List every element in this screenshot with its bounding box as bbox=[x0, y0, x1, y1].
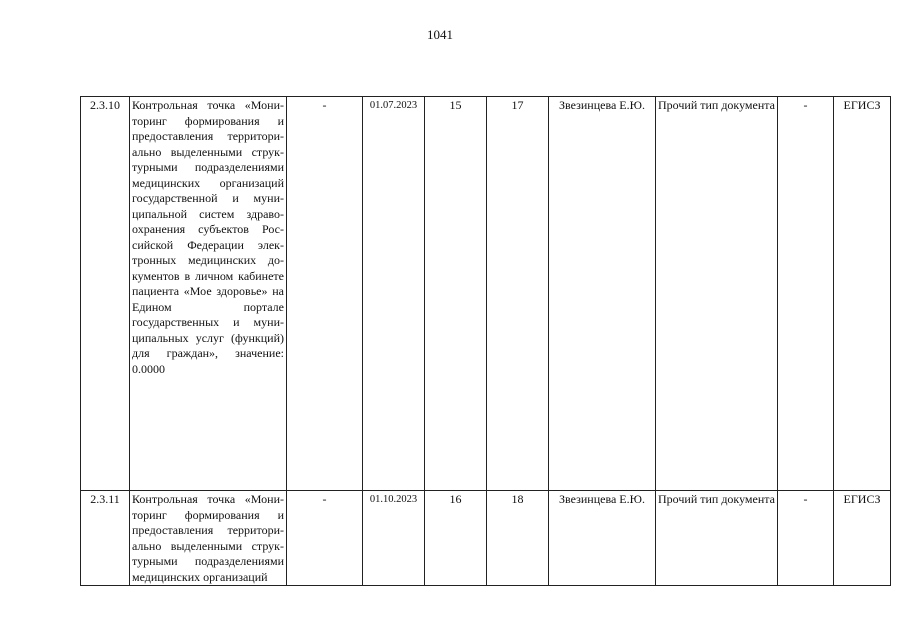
page-number: 1041 bbox=[427, 27, 453, 42]
row-dash-cell: - bbox=[287, 491, 363, 586]
row-value-2: 18 bbox=[487, 491, 549, 586]
row-system: ЕГИСЗ bbox=[834, 491, 891, 586]
row-dash-cell: - bbox=[778, 491, 834, 586]
row-system: ЕГИСЗ bbox=[834, 97, 891, 491]
row-document-type: Прочий тип документа bbox=[656, 491, 778, 586]
row-number: 2.3.11 bbox=[81, 491, 130, 586]
data-table bbox=[80, 96, 891, 586]
row-date: 01.10.2023 bbox=[363, 491, 425, 586]
row-document-type: Прочий тип документа bbox=[656, 97, 778, 491]
row-dash-cell: - bbox=[778, 97, 834, 491]
row-number: 2.3.10 bbox=[81, 97, 130, 491]
row-value-2: 17 bbox=[487, 97, 549, 491]
row-dash-cell: - bbox=[287, 97, 363, 491]
row-value-1: 16 bbox=[425, 491, 487, 586]
row-description: Контрольная точка «Мониторинг формирования и предоставления территориально выделенными структурными подразделениями медицинских организаций bbox=[130, 491, 287, 586]
row-responsible: Звезинцева Е.Ю. bbox=[549, 97, 656, 491]
table-row bbox=[81, 97, 891, 491]
row-value-1: 15 bbox=[425, 97, 487, 491]
table-row bbox=[81, 491, 891, 586]
row-description: Контрольная точка «Мониторинг формирования и предоставления территориально выделенными структурными подразделениями медицинских организаций государственной и муниципальной систем здравоохранения субъектов Российской Федерации электронных медицинских документов в личном кабинете пациента «Мое здоровье» на Едином портале государственных и муниципальных услуг (функций) для граждан», значение: 0.0000 bbox=[130, 97, 287, 491]
row-responsible: Звезинцева Е.Ю. bbox=[549, 491, 656, 586]
row-date: 01.07.2023 bbox=[363, 97, 425, 491]
